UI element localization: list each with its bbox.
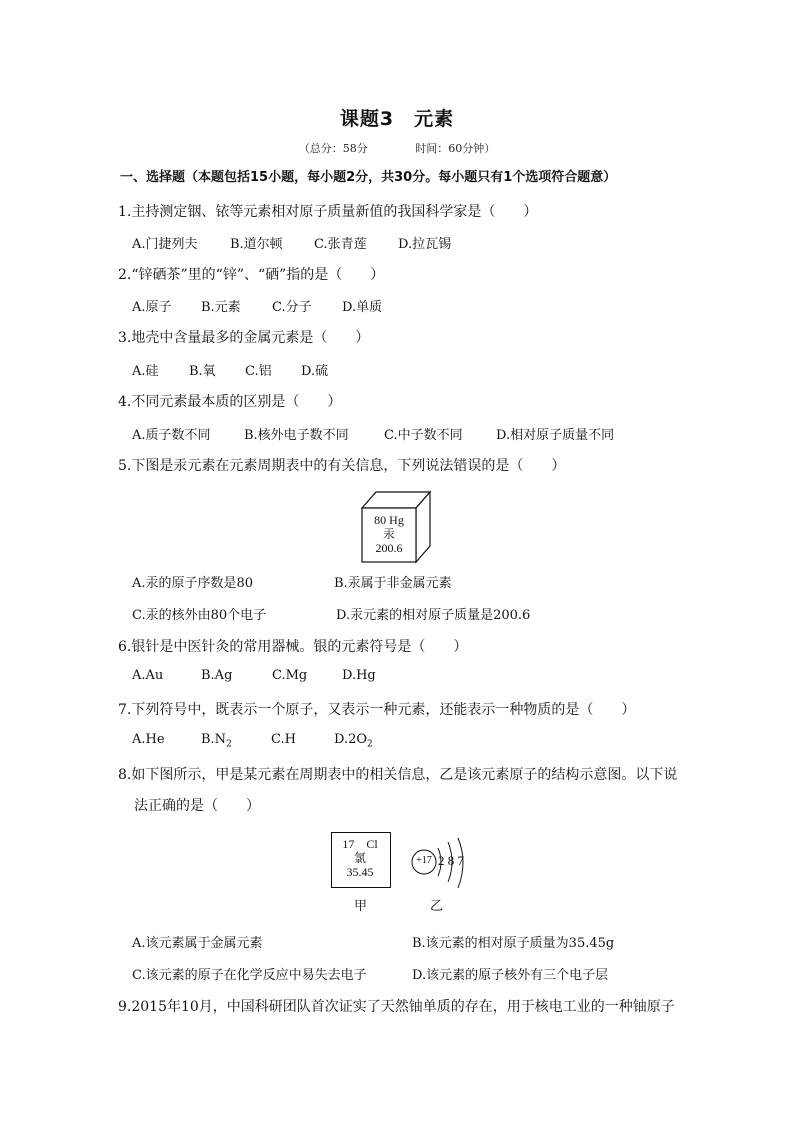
- q7-option-d-subscript: 2: [367, 739, 373, 750]
- q5-option-d: D.汞元素的相对原子质量是200.6: [336, 608, 531, 623]
- q8-option-c: C.该元素的原子在化学反应中易失去电子: [132, 968, 367, 983]
- q4-option-a: A.质子数不同: [132, 428, 211, 443]
- q7-option-a: A.He: [132, 732, 165, 747]
- q3-option-a: A.硅: [132, 364, 159, 379]
- q7-option-c: C.H: [271, 732, 296, 747]
- q4-option-b: B.核外电子数不同: [244, 428, 349, 443]
- q7-option-b-base: B.N: [201, 732, 227, 747]
- q7-option-b: [201, 732, 232, 750]
- q5-option-c: C.汞的核外由80个电子: [132, 608, 267, 623]
- section-heading: 一、选择题（本题包括15小题，每小题2分，共30分。每小题只有1个选项符合题意）: [120, 170, 617, 185]
- q1-option-b: B.道尔顿: [230, 237, 283, 252]
- time-limit: 时间：60分钟）: [415, 142, 496, 155]
- q8-option-a: A.该元素属于金属元素: [132, 936, 263, 951]
- q6-option-d: D.Hg: [342, 668, 376, 683]
- q6-option-c: C.Mg: [272, 668, 308, 683]
- mercury-mass: 200.6: [375, 540, 403, 555]
- nucleus-charge: +17: [416, 855, 432, 866]
- q6-option-a: A.Au: [132, 668, 164, 683]
- q5-option-b: B.汞属于非金属元素: [334, 576, 452, 591]
- electron-counts: 2 8 7: [438, 853, 464, 868]
- question-3: 3.地壳中含量最多的金属元素是（ ）: [118, 330, 370, 346]
- q1-option-c: C.张青莲: [314, 237, 367, 252]
- question-4: 4.不同元素最本质的区别是（ ）: [118, 394, 342, 410]
- question-6: 6.银针是中医针灸的常用器械。银的元素符号是（ ）: [118, 639, 468, 655]
- q4-option-c: C.中子数不同: [384, 428, 463, 443]
- q8-option-b: B.该元素的相对原子质量为35.45g: [412, 936, 615, 951]
- q3-option-b: B.氧: [189, 364, 216, 379]
- q7-option-d: [334, 732, 373, 750]
- exam-meta: [0, 140, 794, 156]
- q7-option-d-base: D.2O: [334, 732, 368, 747]
- figure-label-jia: 甲: [354, 899, 368, 914]
- q3-option-c: C.铝: [245, 364, 272, 379]
- figure-label-yi: 乙: [430, 899, 444, 914]
- q1-option-a: A.门捷列夫: [132, 237, 198, 252]
- chlorine-mass: 35.45: [346, 864, 374, 879]
- q1-option-d: D.拉瓦锡: [398, 237, 452, 252]
- q6-option-b: B.Ag: [201, 668, 233, 683]
- question-2: 2.“锌硒茶”里的“锌”、“硒”指的是（ ）: [118, 267, 385, 283]
- page-title: 课题3 元素: [339, 108, 455, 130]
- q2-option-c: C.分子: [272, 300, 312, 315]
- question-8-continued: 法正确的是（ ）: [134, 798, 260, 814]
- total-score: （总分：58分: [298, 142, 368, 155]
- q8-option-d: D.该元素的原子核外有三个电子层: [412, 968, 609, 983]
- question-1: 1.主持测定铟、铱等元素相对原子质量新值的我国科学家是（ ）: [118, 204, 538, 220]
- q7-option-b-subscript: 2: [226, 739, 232, 750]
- question-5: 5.下图是汞元素在元素周期表中的有关信息，下列说法错误的是（ ）: [118, 458, 566, 474]
- mercury-number-symbol: 80 Hg: [374, 513, 404, 527]
- q4-option-d: D.相对原子质量不同: [496, 428, 615, 443]
- q2-option-a: A.原子: [132, 300, 172, 315]
- q3-option-d: D.硫: [301, 364, 329, 379]
- chlorine-number-symbol: 17 Cl: [342, 837, 378, 851]
- question-7: 7.下列符号中，既表示一个原子，又表示一种元素，还能表示一种物质的是（ ）: [118, 702, 636, 718]
- q5-option-a: A.汞的原子序数是80: [132, 576, 254, 591]
- question-9: 9.2015年10月，中国科研团队首次证实了天然铀单质的存在，用于核电工业的一种铀原子: [118, 999, 675, 1015]
- mercury-cell-text: [362, 514, 416, 555]
- chlorine-cell-text: [331, 838, 389, 879]
- chlorine-name: 氯: [353, 850, 366, 865]
- q2-option-d: D.单质: [342, 300, 383, 315]
- q2-option-b: B.元素: [201, 300, 241, 315]
- question-8: 8.如下图所示，甲是某元素在周期表中的相关信息，乙是该元素原子的结构示意图。以下说: [118, 767, 678, 783]
- mercury-name: 汞: [382, 526, 395, 541]
